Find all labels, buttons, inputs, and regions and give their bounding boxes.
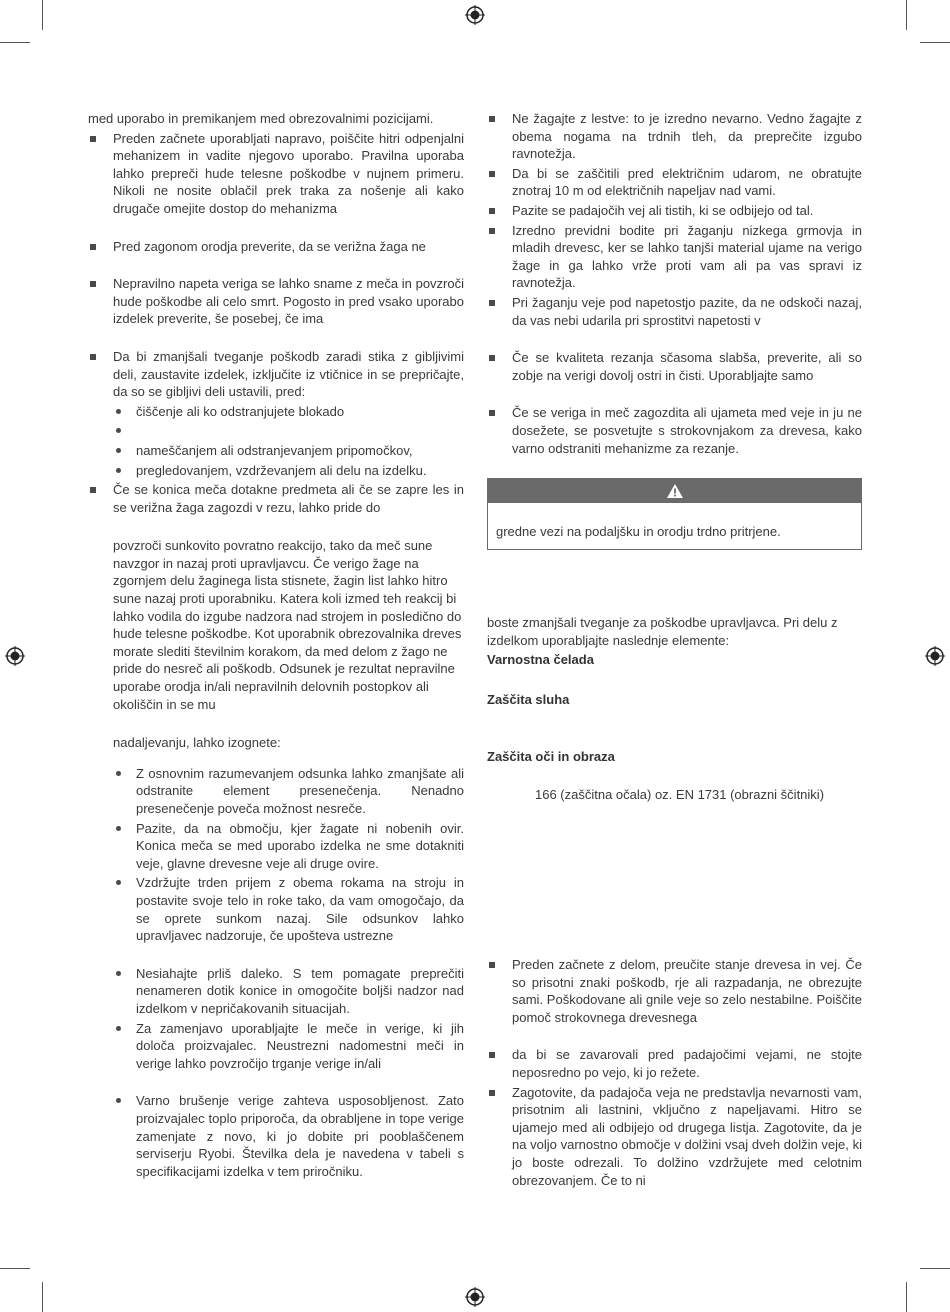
bullet-item: nameščanjem ali odstranjevanjem pripomočkov, <box>88 442 464 460</box>
paragraph: povzroči sunkovito povratno reakcijo, tako da meč sune navzgor in nazaj proti upravljavcu. Če verigo žage na zgornjem delu žaginega lista stisnete, žagin list lahko hitro sune nazaj proti uporabniku. Katera koli izmed teh reakcij bi lahko vodila do izgube nadzora nad strojem in posledično do hude telesne poškodbe. Kot uporabnik obrezovalnika dreves morate slediti številnim korakom, da med delom z žago ne pride do nesreč ali poškodb. Odsunek je rezultat nepravilne uporabe orodja in/ali nepravilnih delovnih postopkov ali okoliščin in se mu <box>113 538 462 712</box>
list-item: Da bi zmanjšali tveganje poškodb zaradi stika z gibljivimi deli, zaustavite izdelek, izključite iz vtičnice in se prepričajte, da so se gibljivi deli ustavili, pred: <box>88 348 464 401</box>
warning-text: gredne vezi na podaljšku in orodju trdno pritrjene. <box>496 524 781 539</box>
bullet-item: Vzdržujte trden prijem z obema rokama na stroju in postavite svoje telo in roke tako, da vam omogočajo, da se oprete sunkom nazaj. Sile odsunkov lahko upravljavec nadzoruje, če upošteva ustrezne <box>88 874 464 944</box>
registration-mark-icon <box>5 646 25 666</box>
registration-mark-icon <box>465 1287 485 1307</box>
paragraph: nadaljevanju, lahko izognete: <box>113 735 281 751</box>
bullet-item: čiščenje ali ko odstranjujete blokado <box>88 403 464 421</box>
bullet-item: Z osnovnim razumevanjem odsunka lahko zmanjšate ali odstranite element presenečenja. Nenadno presenečenje poveča možnost nesreče. <box>88 765 464 818</box>
ppe-section <box>487 614 862 804</box>
registration-mark-icon <box>465 5 485 25</box>
list-item: da bi se zavarovali pred padajočimi vejami, ne stojte neposredno po vejo, ki jo režete. <box>487 1046 862 1081</box>
ppe-heading-hearing: Zaščita sluha <box>487 691 570 707</box>
ppe-heading-helmet: Varnostna čelada <box>487 652 594 668</box>
list-item: Preden začnete uporabljati napravo, poiščite hitri odpenjalni mehanizem in vadite njegovo uporabo. Pravilna uporaba lahko prepreči hude telesne poškodbe v nujnem primeru. Nikoli ne nosite oblačil prek traka za nošenje ali kako drugače omejite dostop do mehanizma <box>88 130 464 218</box>
crop-mark <box>42 0 43 30</box>
bullet-item: Varno brušenje verige zahteva usposobljenost. Zato proizvajalec toplo priporoča, da obrabljene in tope verige zamenjate z novo, ki jo dobite pri pooblaščenem serviserju Ryobi. Številka dela je navedena v tabeli s specifikacijami izdelka v tem priročniku. <box>88 1092 464 1180</box>
list-item: Zagotovite, da padajoča veja ne predstavlja nevarnosti vam, prisotnim ali lastnini, vključno z napeljavami. Hitro se ujamejo med ali odbijejo od drugega listja. Zagotovite, da je na voljo varnostno območje v dolžini vsaj dveh dolžin veje, ki jo boste odrezali. To dolžino vzdržujete med celotnim obrezovanjem. Če to ni <box>487 1084 862 1190</box>
crop-mark <box>906 1282 907 1312</box>
crop-mark <box>0 42 30 43</box>
bullet-item <box>88 422 464 440</box>
warning-triangle-icon <box>666 483 684 499</box>
bullet-item: Pazite, da na območju, kjer žagate ni nobenih ovir. Konica meča se med uporabo izdelka ne sme dotakniti veje, glavne drevesne veje ali druge ovire. <box>88 820 464 873</box>
ppe-heading-eyes: Zaščita oči in obraza <box>487 749 615 765</box>
list-item: Izredno previdni bodite pri žaganju nizkega grmovja in mladih drevesc, ker se lahko tanjši material ujame na verigo žage in ga lahko vrže proti vam ali pa vas spravi iz ravnotežja. <box>487 222 862 292</box>
registration-mark-icon <box>925 646 945 666</box>
ppe-intro: boste zmanjšali tveganje za poškodbe upravljavca. Pri delu z izdelkom uporabljajte naslednje elemente: <box>487 615 838 648</box>
crop-mark <box>0 1268 30 1269</box>
crop-mark <box>906 0 907 30</box>
list-item: Pred zagonom orodja preverite, da se verižna žaga ne <box>88 238 464 256</box>
list-item: Pri žaganju veje pod napetostjo pazite, da ne odskoči nazaj, da vas nebi udarila pri sprostitvi napetosti v <box>487 294 862 329</box>
crop-mark <box>920 42 950 43</box>
list-item: Preden začnete z delom, preučite stanje drevesa in vej. Če so prisotni znaki poškodb, rje ali razpadanja, ne obrezujte sami. Poškodovane ali gnile veje so zelo nestabilne. Poiščite pomoč strokovnega drevesnega <box>487 956 862 1026</box>
list-item: Pazite se padajočih vej ali tistih, ki se odbijejo od tal. <box>487 202 862 220</box>
list-item: Nepravilno napeta veriga se lahko sname z meča in povzroči hude poškodbe ali celo smrt. Pogosto in pred vsako uporabo izdelek preverite, še posebej, če ima <box>88 275 464 328</box>
crop-mark <box>42 1282 43 1312</box>
list-item: Če se konica meča dotakne predmeta ali če se zapre les in se verižna žaga zagozdi v rezu, lahko pride do <box>88 481 464 516</box>
bullet-item: pregledovanjem, vzdrževanjem ali delu na izdelku. <box>88 462 464 480</box>
paragraph: med uporabo in premikanjem med obrezovalnimi pozicijami. <box>88 111 434 126</box>
list-item: Da bi se zaščitili pred električnim udarom, ne obratujte znotraj 10 m od električnih napeljav nad vami. <box>487 165 862 200</box>
right-column <box>487 110 862 457</box>
list-item: Če se kvaliteta rezanja sčasoma slabša, preverite, ali so zobje na verigi dovolj ostri in čisti. Uporabljajte samo <box>487 349 862 384</box>
warning-header <box>488 479 861 503</box>
left-column <box>88 110 464 1180</box>
bullet-item: Nesiahajte prliš daleko. S tem pomagate preprečiti nenameren dotik konice in omogočite boljši nadzor nad izdelkom v nepričakovanih situacijah. <box>88 965 464 1018</box>
warning-box <box>487 478 862 550</box>
bullet-item: Za zamenjavo uporabljajte le meče in verige, ki jih določa proizvajalec. Neustrezni nadomestni meči in verige lahko povzročijo trganje verige in/ali <box>88 1020 464 1073</box>
list-item: Ne žagajte z lestve: to je izredno nevarno. Vedno žagajte z obema nogama na trdnih tleh, da preprečite izgubo ravnotežja. <box>487 110 862 163</box>
right-lower-column <box>487 956 862 1189</box>
crop-mark <box>920 1268 950 1269</box>
list-item: Če se veriga in meč zagozdita ali ujameta med veje in ju ne dosežete, se posvetujte s strokovnjakom za drevesa, kako varno odstraniti mehanizme za rezanje. <box>487 404 862 457</box>
ppe-eyes-text: 166 (zaščitna očala) oz. EN 1731 (obrazni ščitniki) <box>535 786 825 802</box>
